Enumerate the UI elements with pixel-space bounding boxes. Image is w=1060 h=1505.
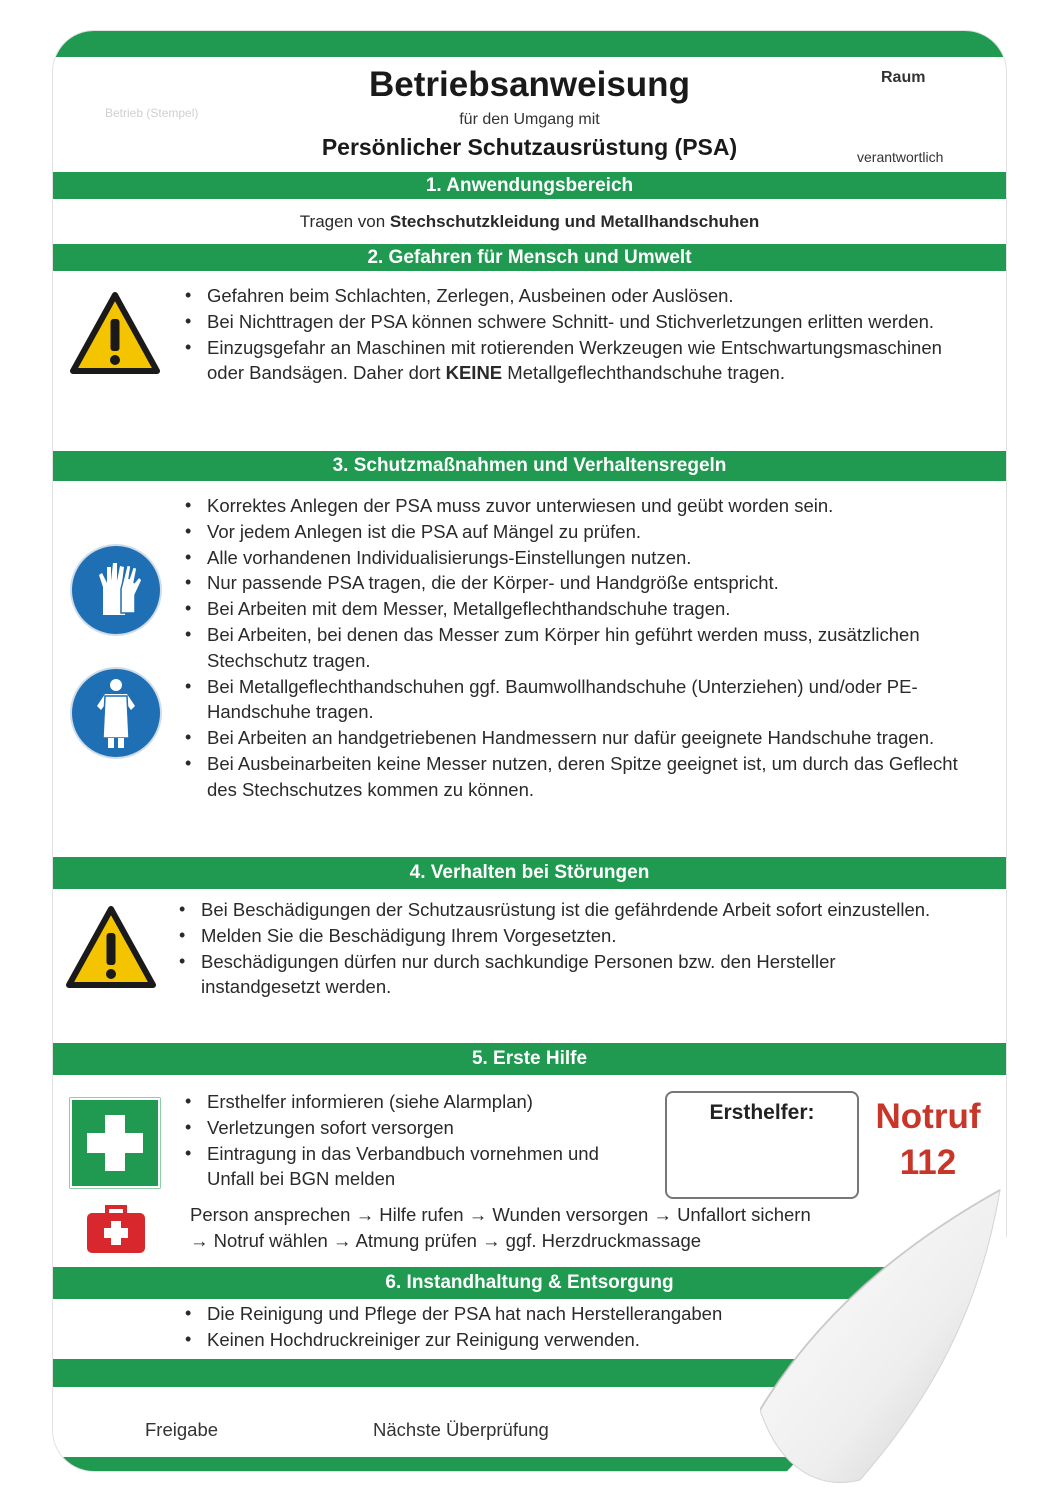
- list-item: • Ersthelfer informieren (siehe Alarmplan): [183, 1089, 643, 1115]
- list-item: • Nur passende PSA tragen, die der Körper- und Handgröße entspricht.: [183, 570, 973, 596]
- list-item: • Bei Metallgeflechthandschuhen ggf. Baumwollhandschuhe (Unterziehen) und/oder PE-Handschuhe tragen.: [183, 674, 973, 726]
- section-5-heading: 5. Erste Hilfe: [53, 1043, 1006, 1075]
- section-5-list: [183, 1089, 643, 1192]
- list-item: • Korrektes Anlegen der PSA muss zuvor unterwiesen und geübt worden sein.: [183, 493, 973, 519]
- list-item: • Gefahren beim Schlachten, Zerlegen, Ausbeinen oder Auslösen.: [183, 283, 963, 309]
- list-item-text: Einzugsgefahr an Maschinen mit rotierenden Werkzeugen wie Entschwartungsmaschinen oder Bandsägen. Daher dort: [207, 336, 942, 384]
- room-label: Raum: [881, 69, 926, 86]
- list-item: • Vor jedem Anlegen ist die PSA auf Mängel zu prüfen.: [183, 519, 973, 545]
- release-label: Freigabe: [145, 1419, 219, 1440]
- warning-icon: [63, 903, 159, 998]
- emergency-call: [863, 1094, 993, 1186]
- list-item: • Verletzungen sofort versorgen: [183, 1115, 643, 1141]
- section-2-heading: 2. Gefahren für Mensch und Umwelt: [53, 244, 1006, 271]
- section-2-list: [183, 283, 963, 386]
- rescue-chain-line-2: → Notruf wählen → Atmung prüfen → ggf. Herzdruckmassage: [190, 1230, 702, 1251]
- section-3-heading: 3. Schutzmaßnahmen und Verhaltensregeln: [53, 451, 1006, 481]
- list-item: • Bei Arbeiten, bei denen das Messer zum Körper hin geführt werden muss, zusätzlichen Stechschutz tragen.: [183, 622, 973, 674]
- section-1-text: [53, 212, 1006, 232]
- section-3-list: [183, 493, 973, 803]
- page-subtitle: für den Umgang mit: [459, 111, 600, 128]
- top-band: [53, 31, 1006, 57]
- list-item: • Bei Arbeiten an handgetriebenen Handmessern nur dafür geeignete Handschuhe tragen.: [183, 725, 973, 751]
- list-item: • Melden Sie die Beschädigung Ihrem Vorgesetzten.: [177, 923, 957, 949]
- list-item: • Keinen Hochdruckreiniger zur Reinigung verwenden.: [183, 1327, 883, 1353]
- emergency-label: Notruf: [875, 1097, 981, 1136]
- list-item-text-end: Metallgeflechthandschuhe tragen.: [502, 362, 785, 384]
- page-title-subject: Persönlicher Schutzausrüstung (PSA): [321, 134, 738, 160]
- wear-apron-icon: [69, 666, 163, 765]
- section-4-list: [177, 897, 957, 1000]
- emergency-number: 112: [899, 1143, 957, 1182]
- warning-icon: [67, 289, 163, 384]
- section-4-heading: 4. Verhalten bei Störungen: [53, 857, 1006, 889]
- list-item: • Die Reinigung und Pflege der PSA hat nach Herstellerangaben: [183, 1301, 883, 1327]
- list-item: • Bei Arbeiten mit dem Messer, Metallgeflechthandschuhe tragen.: [183, 596, 973, 622]
- section-1-text-bold: Stechschutzkleidung und Metallhandschuhen: [389, 212, 760, 231]
- page-title: Betriebsanweisung: [369, 65, 690, 104]
- list-item: • Bei Nichttragen der PSA können schwere Schnitt- und Stichverletzungen erlitten werden.: [183, 309, 963, 335]
- list-item: • Bei Ausbeinarbeiten keine Messer nutzen, deren Spitze geeignet ist, um durch das Geflecht des Stechschutzes kommen zu können.: [183, 751, 973, 803]
- list-item: • Bei Beschädigungen der Schutzausrüstung ist die gefährdende Arbeit sofort einzustellen.: [177, 897, 957, 923]
- responsible-label: verantwortlich: [857, 149, 944, 165]
- section-1-text-prefix: Tragen von: [299, 212, 390, 231]
- first-aid-sign-icon: [67, 1095, 163, 1196]
- first-aider-label: Ersthelfer:: [709, 1101, 815, 1124]
- list-item: • Beschädigungen dürfen nur durch sachkundige Personen bzw. den Hersteller instandgesetzt werden.: [177, 949, 957, 1001]
- section-6-heading: 6. Instandhaltung & Entsorgung: [53, 1267, 1006, 1299]
- next-review-label: Nächste Überprüfung: [373, 1419, 549, 1440]
- list-item: [183, 335, 963, 387]
- company-stamp-placeholder: Betrieb (Stempel): [105, 106, 199, 120]
- first-aid-kit-icon: [85, 1203, 147, 1260]
- list-item: • Eintragung in das Verbandbuch vornehmen und Unfall bei BGN melden: [183, 1141, 643, 1193]
- list-item: • Alle vorhandenen Individualisierungs-Einstellungen nutzen.: [183, 545, 973, 571]
- page-curl: [760, 1180, 1060, 1500]
- list-item-emphasis: KEINE: [445, 362, 503, 384]
- section-1-heading: 1. Anwendungsbereich: [53, 172, 1006, 199]
- rescue-chain-line-1: Person ansprechen → Hilfe rufen → Wunden versorgen → Unfallort sichern: [190, 1204, 811, 1225]
- wear-gloves-icon: [69, 543, 163, 642]
